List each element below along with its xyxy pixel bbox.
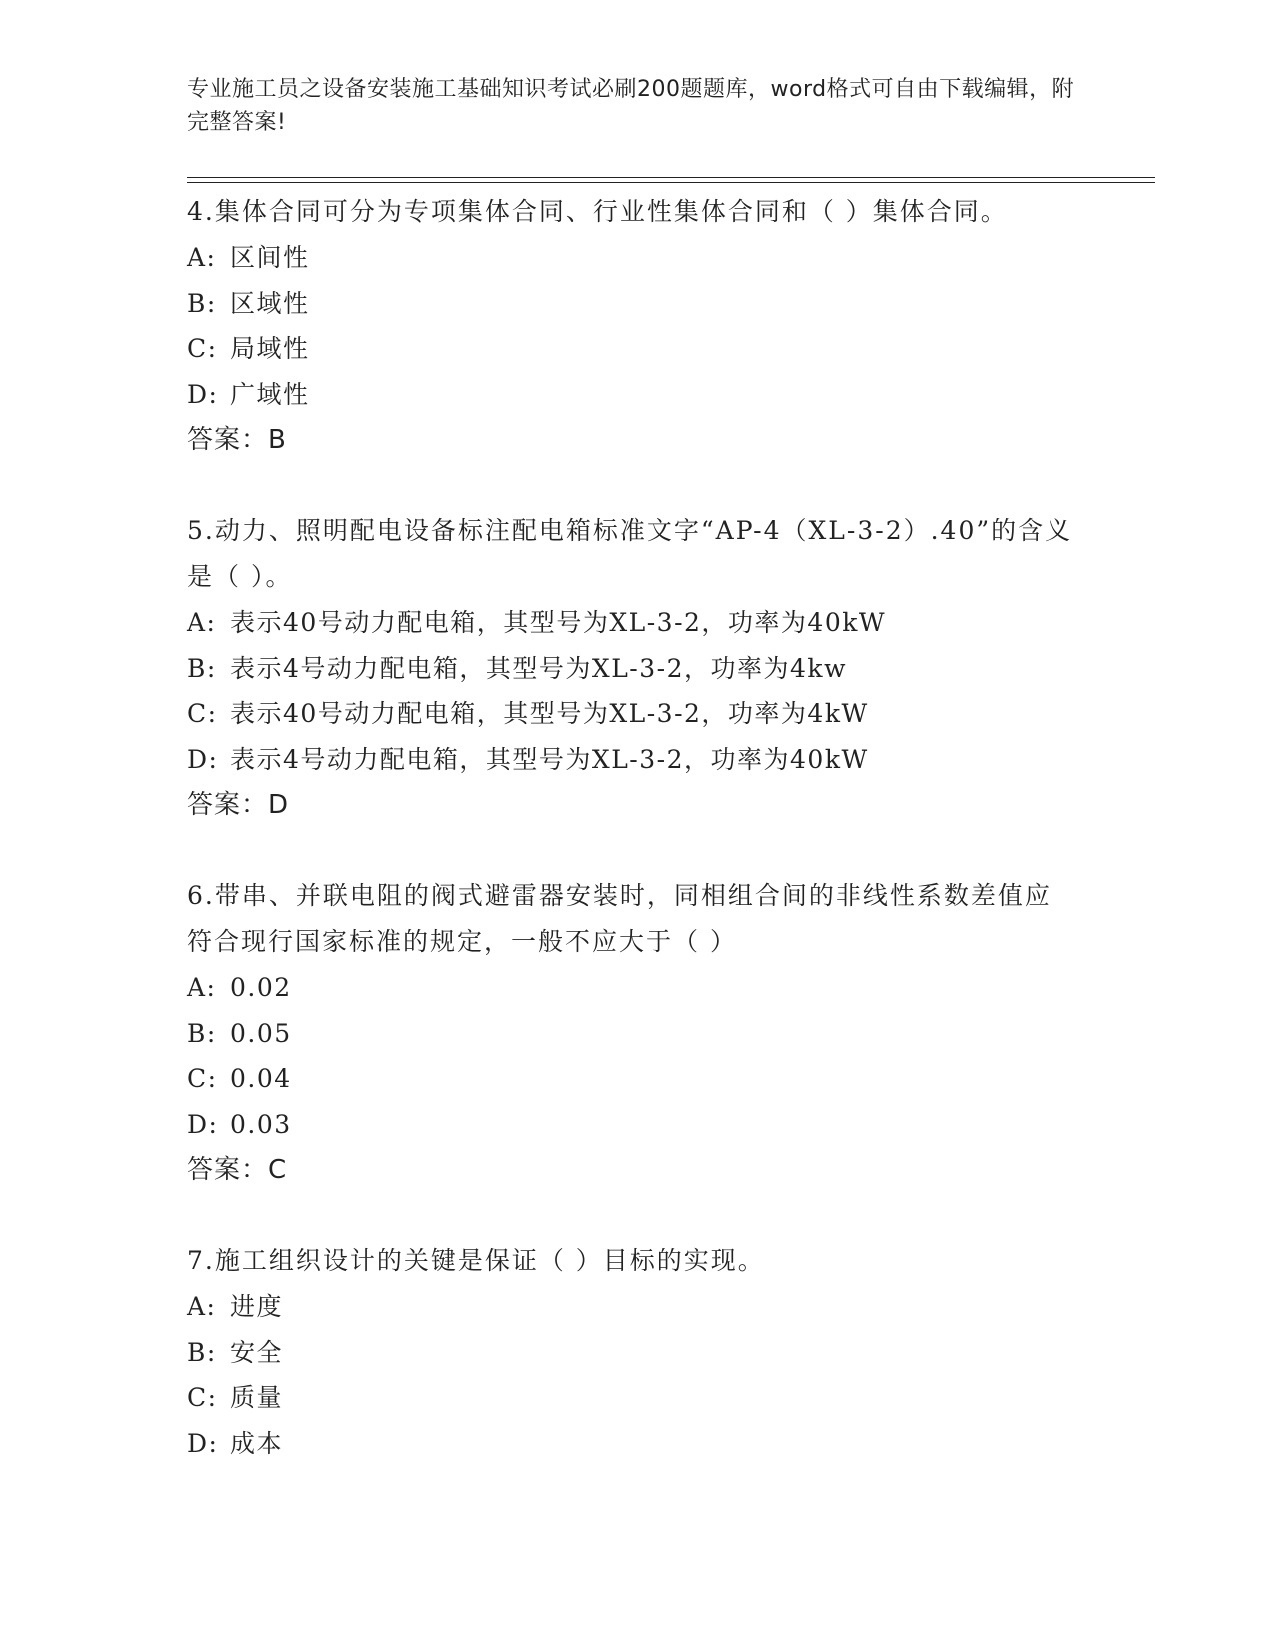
option-text: 0.05	[230, 1018, 292, 1048]
option-b	[187, 281, 1157, 327]
option-a	[187, 1284, 1157, 1330]
option-text: 表示40号动力配电箱，其型号为XL-3-2，功率为4kW	[230, 699, 869, 728]
document-header: 专业施工员之设备安装施工基础知识考试必刷200题题库，word格式可自由下载编辑，附完整答案!	[187, 77, 1075, 135]
option-text: 0.03	[230, 1109, 292, 1139]
option-d	[187, 1102, 1157, 1148]
option-key: B:	[187, 288, 217, 318]
question-5	[187, 508, 1157, 828]
answer-line: 答案：C	[187, 1155, 288, 1185]
option-key: A:	[187, 608, 217, 637]
option-text: 广域性	[230, 379, 310, 409]
answer-line: 答案：D	[187, 790, 290, 820]
option-text: 0.02	[230, 973, 292, 1002]
option-key: C:	[187, 1383, 218, 1412]
option-c	[187, 1375, 1157, 1421]
option-text: 安全	[230, 1337, 284, 1367]
option-text: 0.04	[230, 1064, 292, 1093]
option-text: 表示4号动力配电箱，其型号为XL-3-2，功率为40kW	[230, 744, 869, 774]
question-stem: 6.带串、并联电阻的阀式避雷器安装时，同相组合间的非线性系数差值应符合现行国家标准的规定，一般不应大于（ ）	[187, 881, 1052, 956]
option-text: 表示4号动力配电箱，其型号为XL-3-2，功率为4kw	[230, 653, 847, 683]
option-text: 表示40号动力配电箱，其型号为XL-3-2，功率为40kW	[230, 608, 887, 637]
option-key: C:	[187, 1064, 218, 1093]
question-stem: 4.集体合同可分为专项集体合同、行业性集体合同和（ ）集体合同。	[187, 197, 1008, 226]
header-rule-bottom	[187, 182, 1155, 183]
option-key: A:	[187, 973, 217, 1002]
option-key: D:	[187, 744, 219, 774]
question-6	[187, 873, 1157, 1193]
option-a	[187, 965, 1157, 1011]
option-key: A:	[187, 1292, 217, 1321]
option-b	[187, 646, 1157, 692]
option-d	[187, 737, 1157, 783]
question-7	[187, 1238, 1157, 1466]
option-key: D:	[187, 1109, 219, 1139]
option-key: B:	[187, 1337, 217, 1367]
option-c	[187, 691, 1157, 737]
option-text: 成本	[230, 1428, 284, 1458]
option-text: 质量	[230, 1383, 284, 1412]
question-stem: 5.动力、照明配电设备标注配电箱标准文字“AP-4（XL-3-2）.40”的含义是（ ）。	[187, 516, 1073, 591]
option-key: D:	[187, 379, 219, 409]
option-key: C:	[187, 699, 218, 728]
option-key: B:	[187, 653, 217, 683]
option-key: B:	[187, 1018, 217, 1048]
option-text: 区域性	[230, 288, 310, 318]
option-d	[187, 372, 1157, 418]
header-rule-top	[187, 177, 1155, 178]
option-c	[187, 326, 1157, 372]
option-text: 区间性	[230, 243, 310, 272]
option-key: A:	[187, 243, 217, 272]
option-key: C:	[187, 334, 218, 363]
option-a	[187, 235, 1157, 281]
option-b	[187, 1330, 1157, 1376]
option-text: 进度	[230, 1292, 284, 1321]
option-a	[187, 600, 1157, 646]
question-4	[187, 189, 1157, 463]
option-text: 局域性	[230, 334, 310, 363]
option-key: D:	[187, 1428, 219, 1458]
option-c	[187, 1056, 1157, 1102]
option-d	[187, 1421, 1157, 1467]
answer-line: 答案：B	[187, 425, 287, 455]
question-list	[187, 189, 1157, 1511]
option-b	[187, 1011, 1157, 1057]
question-stem: 7.施工组织设计的关键是保证（ ）目标的实现。	[187, 1246, 765, 1275]
